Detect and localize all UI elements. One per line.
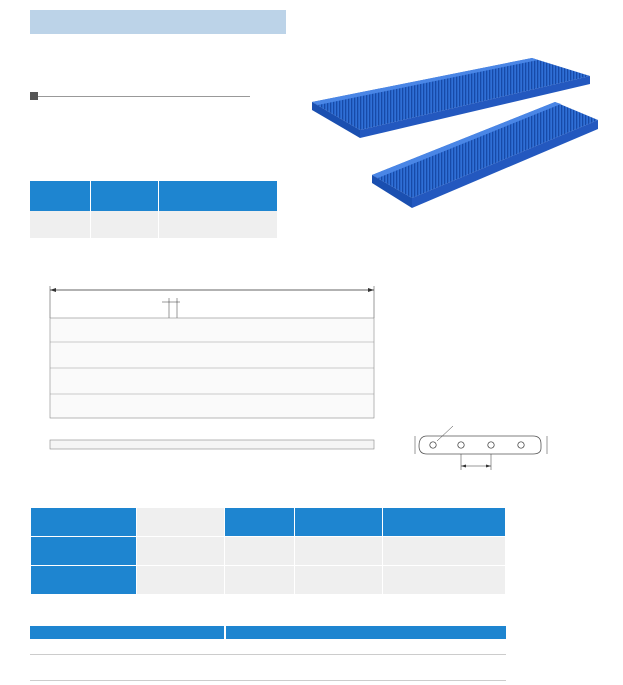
material-header-2 (225, 508, 295, 537)
divider-marker (30, 92, 38, 100)
color-header (158, 181, 278, 211)
material-value-2 (225, 537, 295, 566)
pin-material-header (31, 566, 137, 595)
material-header (90, 181, 158, 211)
belt-product-image (300, 50, 600, 225)
row3-dash-3 (383, 566, 506, 595)
row-separator (30, 654, 506, 655)
belt-technical-drawing (44, 278, 384, 458)
assemble-width-header (226, 626, 506, 639)
side-apron-header (31, 537, 137, 566)
specification-table (30, 507, 506, 595)
bottom-separator (30, 680, 506, 681)
material-value (90, 211, 158, 238)
pitch-material-color-table (30, 181, 278, 238)
weight-value (295, 537, 383, 566)
pitch-header (30, 181, 90, 211)
capacity-value (383, 537, 506, 566)
cleat-height-value (137, 508, 225, 537)
pin-material-value (137, 566, 225, 595)
color-value (158, 211, 278, 238)
row3-dash-1 (225, 566, 295, 595)
bulk-width-header (30, 626, 224, 639)
belt-profile-drawing (405, 408, 560, 488)
title-highlight (30, 10, 286, 34)
side-apron-value (137, 537, 225, 566)
pitch-value (30, 211, 90, 238)
capacity-header (383, 508, 506, 537)
row3-dash-2 (295, 566, 383, 595)
divider-line (38, 96, 250, 97)
cleat-height-header (31, 508, 137, 537)
weight-header (295, 508, 383, 537)
